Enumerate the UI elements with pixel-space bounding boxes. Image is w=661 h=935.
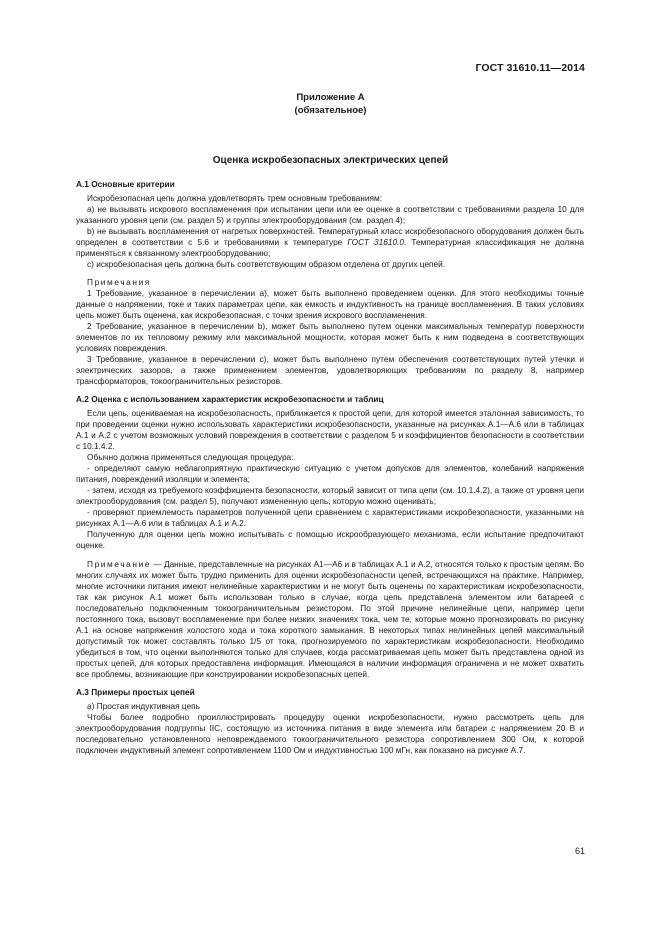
section-a2-heading: А.2 Оценка с использованием характеристик искробезопасности и таблиц (76, 394, 384, 405)
appendix-label: Приложение А (296, 92, 365, 103)
section-a1-item-c: с) искробезопасная цепь должна быть соответствующим образом отделена от других цепей. (87, 259, 446, 270)
section-a3-heading: А.3 Примеры простых цепей (76, 686, 195, 697)
section-a1-item-a: а) не вызывать искрового воспламенения при испытании цепи или ее оценке в соответствии с требованиями раздела 10 для указанного уровня цепи (см. раздел 5) и группы электрооборудования (см. раздел 4); (76, 204, 584, 226)
appendix-title: Оценка искробезопасных электрических цепей (212, 155, 449, 166)
page-number: 61 (574, 846, 585, 856)
note-3: 3 Требование, указанное в перечислении с), может быть выполнено путем обеспечения соответствующих путей утечки и электрических зазоров, а также применением элементов, удовлетворяющих требованиям по разделу 8, например трансформаторов, токоограничительных резисторов. (76, 354, 584, 387)
note-1: 1 Требование, указанное в перечислении а), может быть выполнено проведением оценки. Для этого необходимы точные данные о напряжении, токе и таких параметрах цепи, как емкость и индуктивность на границе воспламенения. В таких условиях цепь может быть оценена, как искробезопасная, с точки зрения искрового воспламенения. (76, 288, 584, 321)
section-a2-para-1: Если цепь, оцениваемая на искробезопасность, приближается к простой цепи, для которой имеется эталонная зависимость, то при проведении оценки нужно использовать характеристики искробезопасности, указанные на рисунках А.1—А.6 или в таблицах А.1 и А.2 с учетом возможных условий повреждения в соответствии с разделом 5 и коэффициентов безопасности в соответствии с 10.1.4.2. (76, 408, 584, 452)
notes-label: Примечания (87, 277, 151, 288)
appendix-status: (обязательное) (294, 105, 367, 116)
procedure-step-2: - затем, исходя из требуемого коэффициента безопасности, который зависит от типа цепи (см. 10.1.4.2), а также от уровня цепи электрооборудования (см. раздел 5), получают измененную цепь, которую можно оценивать; (76, 485, 584, 507)
item-b-start: b) не вызывать воспламенения от нагретых поверхностей. Температурный класс искробезопасного оборудования должен быть определен в соответствии с 5.6 и требованиями к температуре (76, 226, 584, 248)
item-b-reference: ГОСТ 31610.0 (347, 237, 404, 248)
item-b-end: . Температурная классификация не должна применяться к связанному электрооборудованию; (76, 237, 584, 259)
document-number: ГОСТ 31610.11—2014 (475, 62, 585, 74)
appendix-heading (0, 91, 661, 117)
section-a1-intro: Искробезопасная цепь должна удовлетворять трем основным требованиям: (87, 193, 383, 204)
document-body (76, 179, 584, 756)
procedure-step-1: - определяют самую неблагоприятную практическую ситуацию с учетом допусков для элементов, колебаний напряжения питания, повреждений изоляции и элемента; (76, 463, 584, 485)
section-a2-para-3: Полученную для оценки цепь можно испытывать с помощью искрообразующего механизма, если испытание предпочитают оценке. (76, 529, 584, 551)
section-a1-heading: А.1 Основные критерии (76, 179, 175, 189)
section-a2-para-2: Обычно должна применяться следующая процедура: (87, 452, 294, 463)
note-2: 2 Требование, указанное в перечислении b), может быть выполнено путем оценки максимальных температур поверхности элементов по их тепловому режиму или максимальной мощности, которая может быть к ним подведена в соответствующих условиях повреждения. (76, 321, 584, 354)
note-text: — Данные, представленные на рисунках А1—А6 и в таблицах А.1 и А.2, относятся только к простым цепям. Во многих случаях их может быть трудно применить для оценки искробезопасности цепей, встречающихся на практике. Например, многие источники питания имеют нелинейные характеристики и не могут быть оценены по характеристикам искробезопасности, так как рисунок А.1 может быть использован только в случае, когда цепь представлена элементом или батареей с последовательно подключенным токоограничительным резистором. По этой причине нелинейные цепи, например цепи постоянного тока, вызовут воспламенение при более низких значениях тока, чем те, которые можно прогнозировать по рисунку А.1 на основе напряжения холостого хода и тока короткого замыкания. В некоторых типах нелинейных цепей максимальный допустимый ток может составлять только 1/5 от тока, прогнозируемого по характеристикам искробезопасности. Необходимо убедиться в том, что оценки выполняются только для случаев, когда рассматриваемая цепь может быть представлена одной из простых цепей, для которых предоставлена информация. Имеющаяся в наличии информация ограничена и не может охватить все проблемы, возникающие при конструировании искробезопасных цепей. (76, 558, 584, 679)
procedure-step-3: - проверяют приемлемость параметров полученной цепи сравнением с характеристиками искробезопасности, указанными на рисунках А.1—А.6 или в таблицах А.1 и А.2. (76, 507, 584, 529)
section-a3-para-1: Чтобы более подробно проиллюстрировать процедуру оценки искробезопасности, нужно рассмотреть цепь для электрооборудования подгруппы IIC, состоящую из источника питания в виде элемента или батареи с напряжением 20 В и последовательно установленного неповреждаемого токоограничительного резистора сопротивлением 300 Ом, к которой подключен индуктивный элемент сопротивлением 1100 Ом и индуктивностью 100 мГн, как показано на рисунке А.7. (76, 711, 584, 755)
section-a3-subheading: а) Простая индуктивная цепь (87, 700, 200, 711)
note-label: Примечание (87, 558, 152, 569)
section-a2-note (76, 559, 584, 680)
section-a1-item-b (76, 226, 584, 259)
